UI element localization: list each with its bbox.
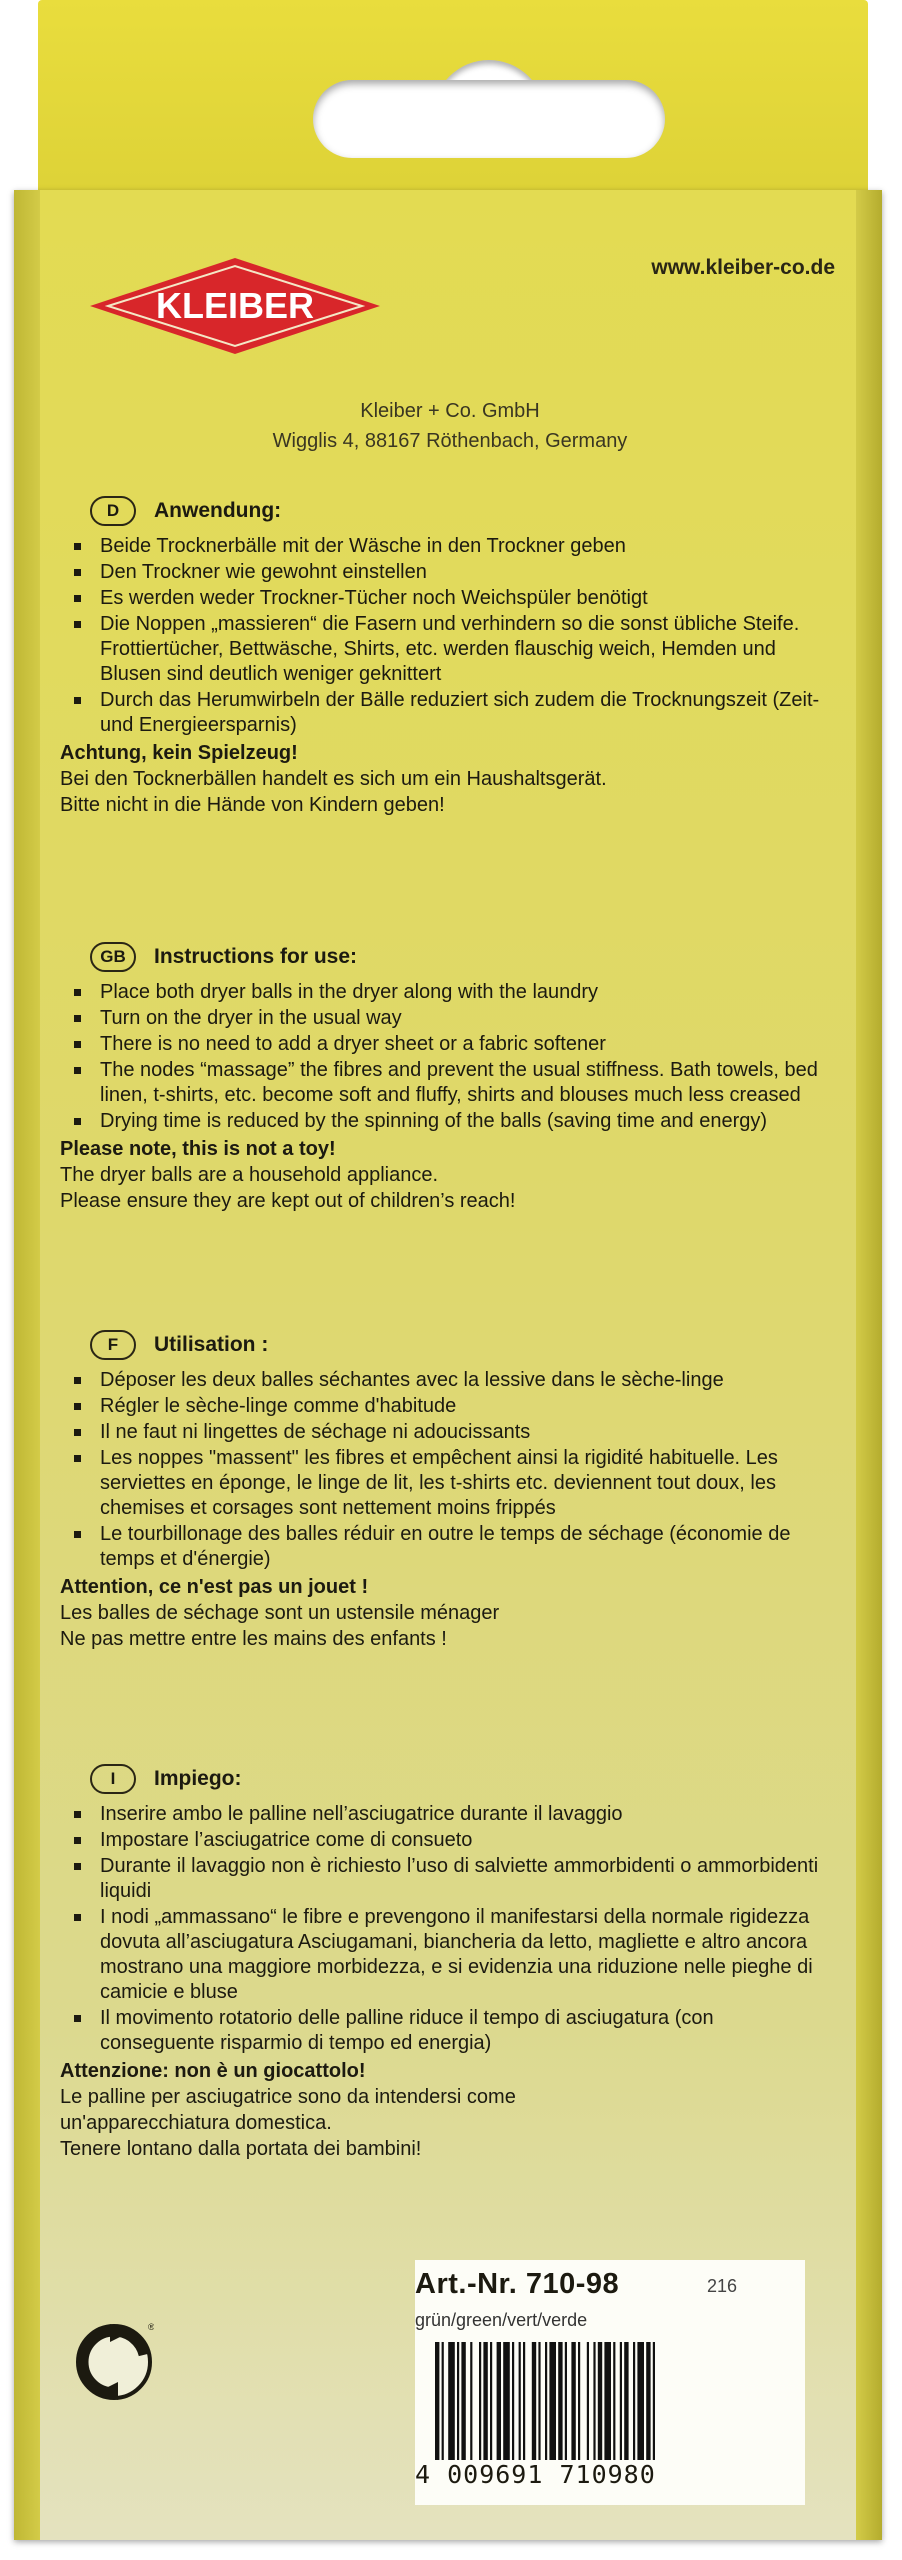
list-item: Impostare l’asciugatrice come di consueto [60, 1828, 820, 1853]
section-title-i: Impiego: [154, 1767, 242, 1790]
list-item: Den Trockner wie gewohnt einstellen [60, 560, 820, 585]
list-item: Le tourbillonage des balles réduir en outre le temps de séchage (économie de temps et d'énergie) [60, 1522, 820, 1572]
section-title-de: Anwendung: [154, 499, 282, 522]
barcode-bar [633, 2342, 635, 2460]
barcode-bar [435, 2342, 439, 2460]
note-gb-2: Please ensure they are kept out of children’s reach! [60, 1190, 516, 1212]
list-item: Durante il lavaggio non è richiesto l’uso di salviette ammorbidenti o ammorbidenti liquidi [60, 1854, 820, 1904]
list-item: Il movimento rotatorio delle palline riduce il tempo di asciugatura (con conseguente risparmio di tempo ed energia) [60, 2006, 820, 2056]
list-item: Beide Trocknerbälle mit der Wäsche in den Trockner geben [60, 534, 820, 559]
list-item: Il ne faut ni lingettes de séchage ni adoucissants [60, 1420, 820, 1445]
note-de-1: Bei den Tocknerbällen handelt es sich um ein Haushaltsgerät. [60, 768, 607, 790]
list-item: Durch das Herumwirbeln der Bälle reduziert sich zudem die Trocknungszeit (Zeit- und Energieersparnis) [60, 688, 820, 738]
barcode-bar [442, 2342, 444, 2460]
company-name: Kleiber + Co. GmbH [360, 400, 540, 422]
barcode-bar [620, 2342, 622, 2460]
list-item: The nodes “massage” the fibres and prevent the usual stiffness. Bath towels, bed linen, t-shirts, etc. become soft and fluffy, shirts and blouses much less creased [60, 1058, 820, 1108]
note-f-2: Ne pas mettre entre les mains des enfants ! [60, 1628, 447, 1650]
warning-i: Attenzione: non è un giocattolo! [60, 2060, 366, 2082]
barcode-bar [490, 2342, 492, 2460]
article-label [415, 2260, 805, 2505]
kleiber-logo [90, 258, 380, 354]
barcode-bar [545, 2342, 547, 2460]
barcode-bar [571, 2342, 575, 2460]
list-item: Les noppes "massent" les fibres et empêchent ainsi la rigidité habituelle. Les serviettes en éponge, le linge de lit, les t-shirts etc. deviennent tout doux, les chemises et corsages sont nettement moins frippés [60, 1446, 820, 1521]
note-gb-1: The dryer balls are a household appliance. [60, 1164, 439, 1186]
barcode-bar [532, 2342, 536, 2460]
warning-gb: Please note, this is not a toy! [60, 1138, 336, 1160]
svg-text:®: ® [148, 2322, 154, 2332]
list-item: Turn on the dryer in the usual way [60, 1006, 820, 1031]
barcode-bar [503, 2342, 510, 2460]
barcode-bar [497, 2342, 501, 2460]
barcode-bar [549, 2342, 556, 2460]
list-item: Place both dryer balls in the dryer along with the laundry [60, 980, 820, 1005]
language-badge-f: F [90, 1330, 136, 1360]
list-item: Die Noppen „massieren“ die Fasern und verhindern so die sonst übliche Steife. Frottiertücher, Bettwäsche, Shirts, etc. werden flauschig weich, Hemden und Blusen sind deutlich weniger geknittert [60, 612, 820, 687]
language-badge-gb: GB [90, 942, 136, 972]
note-i-3: Tenere lontano dalla portata dei bambini! [60, 2138, 422, 2160]
barcode-bar [470, 2342, 472, 2460]
package-hang-flap [38, 0, 868, 200]
barcode-bar [624, 2342, 628, 2460]
note-de-2: Bitte nicht in die Hände von Kindern geben! [60, 794, 445, 816]
section-italian [60, 1762, 820, 2162]
list-item: Es werden weder Trockner-Tücher noch Weichspüler benötigt [60, 586, 820, 611]
barcode-bar [448, 2342, 455, 2460]
warning-de: Achtung, kein Spielzeug! [60, 742, 298, 764]
barcode-bar [461, 2342, 465, 2460]
package-side-right [856, 190, 882, 2540]
barcode-bar [479, 2342, 481, 2460]
section-german [60, 494, 820, 818]
list-item: I nodi „ammassano“ le fibre e prevengono il manifestarsi della normale rigidezza dovuta all’asciugatura Asciugamani, biancheria da letto, magliette e altro ancora mostrano una maggiore morbidezza, e si evidenzia una riduzione nelle pieghe di camicie e bluse [60, 1905, 820, 2005]
list-item: There is no need to add a dryer sheet or a fabric softener [60, 1032, 820, 1057]
note-i-2: un'apparecchiatura domestica. [60, 2112, 332, 2134]
barcode-bar [646, 2342, 650, 2460]
note-f-1: Les balles de séchage sont un ustensile ménager [60, 1602, 500, 1624]
article-number: Art.-Nr. 710-98 [415, 2268, 620, 2300]
list-item: Déposer les deux balles séchantes avec la lessive dans le sèche-linge [60, 1368, 820, 1393]
barcode-bar [587, 2342, 589, 2460]
barcode-bar [637, 2342, 644, 2460]
barcode-bar [653, 2342, 655, 2460]
website-url: www.kleiber-co.de [651, 256, 835, 279]
barcode-bar [578, 2342, 580, 2460]
warning-f: Attention, ce n'est pas un jouet ! [60, 1576, 369, 1598]
package-side-left [14, 190, 40, 2540]
list-item: Régler le sèche-linge comme d'habitude [60, 1394, 820, 1419]
barcode-digits: 4 009691 710980 [415, 2460, 656, 2489]
barcode-bar [613, 2342, 615, 2460]
barcode-bar [558, 2342, 562, 2460]
barcode-bar [565, 2342, 567, 2460]
section-title-gb: Instructions for use: [154, 945, 358, 968]
section-title-f: Utilisation : [154, 1333, 269, 1356]
barcode-bar [593, 2342, 595, 2460]
language-badge-i: I [90, 1764, 136, 1794]
list-item: Inserire ambo le palline nell’asciugatrice durante il lavaggio [60, 1802, 820, 1827]
barcode [435, 2342, 765, 2460]
barcode-bar [457, 2342, 459, 2460]
hang-hole [313, 80, 665, 158]
note-i-1: Le palline per asciugatrice sono da intendersi come [60, 2086, 516, 2108]
list-item: Drying time is reduced by the spinning of the balls (saving time and energy) [60, 1109, 820, 1134]
language-badge-de: D [90, 496, 136, 526]
barcode-bar [523, 2342, 525, 2460]
company-street: Wigglis 4, 88167 Röthenbach, Germany [272, 430, 628, 452]
barcode-bar [512, 2342, 514, 2460]
barcode-bar [483, 2342, 487, 2460]
barcode-bar [519, 2342, 521, 2460]
barcode-bar [538, 2342, 540, 2460]
article-code: 216 [707, 2276, 738, 2296]
section-french [60, 1328, 820, 1652]
company-address [150, 396, 750, 456]
color-variants: grün/green/vert/verde [415, 2310, 588, 2330]
logo-text: KLEIBER [155, 285, 315, 326]
green-dot-recycle-icon [74, 2322, 154, 2402]
barcode-bar [604, 2342, 611, 2460]
barcode-bar [598, 2342, 602, 2460]
section-english [60, 940, 820, 1214]
